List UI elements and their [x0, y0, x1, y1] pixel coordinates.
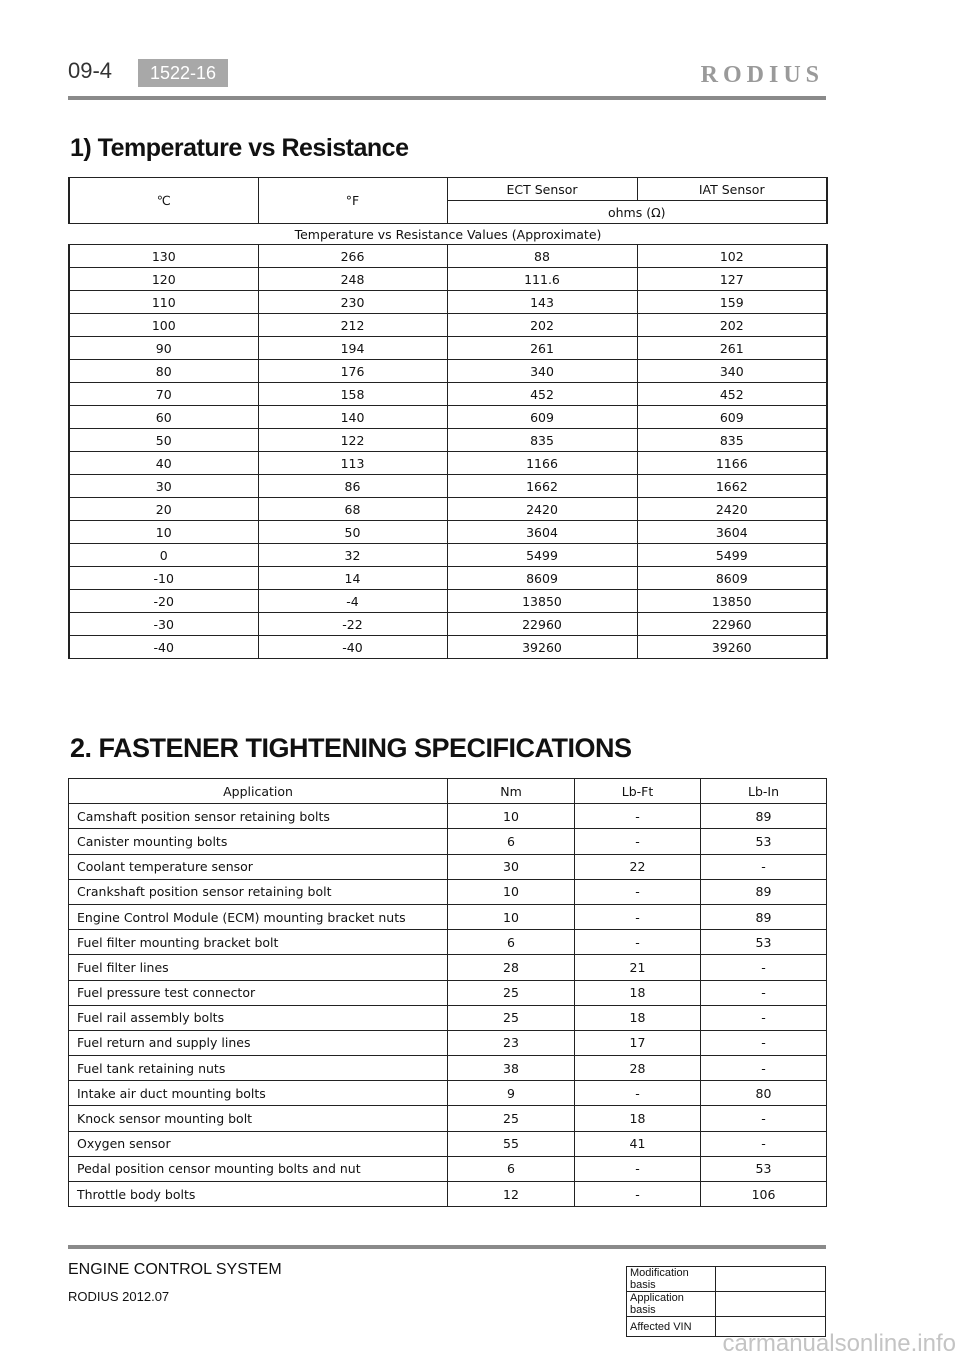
table-cell: -: [575, 930, 701, 955]
table-cell: 130: [69, 245, 258, 268]
table-cell: 176: [258, 360, 447, 383]
table-cell: -40: [69, 636, 258, 659]
table-row: [69, 636, 827, 659]
table-cell: Fuel filter mounting bracket bolt: [69, 930, 448, 955]
table-cell: 88: [447, 245, 637, 268]
table-row: [69, 544, 827, 567]
table-cell: -: [701, 1131, 827, 1156]
header-nm: Nm: [448, 779, 575, 804]
mod-label-application: Application basis: [627, 1292, 716, 1317]
table-row: [69, 567, 827, 590]
table-cell: 40: [69, 452, 258, 475]
table-cell: 5499: [637, 544, 827, 567]
table-cell: Throttle body bolts: [69, 1182, 448, 1207]
table-cell: 100: [69, 314, 258, 337]
table-cell: 3604: [447, 521, 637, 544]
table-cell: 80: [701, 1081, 827, 1106]
table-cell: 90: [69, 337, 258, 360]
table-cell: Fuel rail assembly bolts: [69, 1005, 448, 1030]
table-row: [69, 337, 827, 360]
table-cell: -22: [258, 613, 447, 636]
header-unit: ohms (Ω): [447, 201, 827, 224]
table-cell: -: [701, 1106, 827, 1131]
table-cell: 212: [258, 314, 447, 337]
temperature-resistance-table: [68, 177, 828, 659]
table-cell: 10: [448, 879, 575, 904]
table-row: [69, 498, 827, 521]
table-cell: 6: [448, 930, 575, 955]
table-cell: 9: [448, 1081, 575, 1106]
header-application: Application: [69, 779, 448, 804]
table-cell: -: [575, 879, 701, 904]
table-cell: 89: [701, 879, 827, 904]
table-cell: 80: [69, 360, 258, 383]
table-cell: 2420: [637, 498, 827, 521]
section-title-temperature: 1) Temperature vs Resistance: [70, 134, 409, 162]
header-ect-sensor: ECT Sensor: [447, 178, 637, 201]
table-cell: 28: [575, 1056, 701, 1081]
table-cell: 261: [447, 337, 637, 360]
table-cell: 230: [258, 291, 447, 314]
table-cell: 1662: [447, 475, 637, 498]
table-cell: Fuel tank retaining nuts: [69, 1056, 448, 1081]
table-cell: 68: [258, 498, 447, 521]
table-cell: -: [701, 1056, 827, 1081]
table-cell: 13850: [637, 590, 827, 613]
table-cell: Camshaft position sensor retaining bolts: [69, 804, 448, 829]
header-lb-in: Lb-In: [701, 779, 827, 804]
table-cell: 113: [258, 452, 447, 475]
footer-section-title: ENGINE CONTROL SYSTEM: [68, 1261, 282, 1278]
table-row: [69, 613, 827, 636]
brand-logo: RODIUS: [700, 62, 824, 88]
table-cell: 159: [637, 291, 827, 314]
header-rule: [68, 96, 826, 100]
table-row: [69, 452, 827, 475]
table-row: [69, 804, 827, 829]
table-cell: Knock sensor mounting bolt: [69, 1106, 448, 1131]
header-lb-ft: Lb-Ft: [575, 779, 701, 804]
table-cell: 22960: [637, 613, 827, 636]
table-row: [69, 854, 827, 879]
table-cell: 38: [448, 1056, 575, 1081]
table-cell: -4: [258, 590, 447, 613]
table-row: [69, 314, 827, 337]
table-cell: -: [701, 854, 827, 879]
table-row: [69, 1156, 827, 1181]
table-cell: 340: [447, 360, 637, 383]
table-cell: 194: [258, 337, 447, 360]
table-cell: 10: [448, 804, 575, 829]
table-cell: 22960: [447, 613, 637, 636]
table-cell: Engine Control Module (ECM) mounting bracket nuts: [69, 904, 448, 929]
table-row: [69, 268, 827, 291]
table-cell: 266: [258, 245, 447, 268]
table-cell: 8609: [637, 567, 827, 590]
table-cell: 127: [637, 268, 827, 291]
table-cell: 143: [447, 291, 637, 314]
header-celsius: ℃: [69, 178, 258, 224]
table-cell: 202: [447, 314, 637, 337]
table-cell: 1166: [637, 452, 827, 475]
table-cell: 140: [258, 406, 447, 429]
table-cell: -20: [69, 590, 258, 613]
mod-value-modification: [716, 1267, 826, 1292]
table-cell: 340: [637, 360, 827, 383]
table-row: [69, 1030, 827, 1055]
doc-code-badge: 1522-16: [138, 59, 228, 87]
table-cell: 20: [69, 498, 258, 521]
footer-model-date: RODIUS 2012.07: [68, 1289, 170, 1304]
table-cell: Fuel return and supply lines: [69, 1030, 448, 1055]
table-cell: 6: [448, 1156, 575, 1181]
table-cell: Fuel filter lines: [69, 955, 448, 980]
table-cell: 835: [637, 429, 827, 452]
table-cell: 60: [69, 406, 258, 429]
table-cell: 1662: [637, 475, 827, 498]
table-cell: 22: [575, 854, 701, 879]
table-cell: Canister mounting bolts: [69, 829, 448, 854]
table-cell: 30: [448, 854, 575, 879]
table-cell: 120: [69, 268, 258, 291]
table-cell: 10: [448, 904, 575, 929]
table-cell: 452: [637, 383, 827, 406]
table-cell: 12: [448, 1182, 575, 1207]
table-cell: -40: [258, 636, 447, 659]
mod-value-application: [716, 1292, 826, 1317]
table-row: [69, 590, 827, 613]
table-cell: -: [575, 1081, 701, 1106]
header-iat-sensor: IAT Sensor: [637, 178, 827, 201]
table-row: [69, 360, 827, 383]
table-cell: 39260: [447, 636, 637, 659]
table-cell: 50: [258, 521, 447, 544]
table-row: [69, 904, 827, 929]
table-cell: 18: [575, 1005, 701, 1030]
table-cell: 248: [258, 268, 447, 291]
table-cell: -: [575, 829, 701, 854]
table-cell: 18: [575, 980, 701, 1005]
table-cell: -: [575, 1156, 701, 1181]
table-row: [69, 955, 827, 980]
table-row: [69, 475, 827, 498]
table-cell: Crankshaft position sensor retaining bolt: [69, 879, 448, 904]
section-title-fastener: 2. FASTENER TIGHTENING SPECIFICATIONS: [70, 733, 632, 763]
table-row: [69, 383, 827, 406]
fastener-spec-table: [68, 778, 827, 1207]
table-cell: 17: [575, 1030, 701, 1055]
table-cell: 5499: [447, 544, 637, 567]
table-cell: -10: [69, 567, 258, 590]
table-cell: 70: [69, 383, 258, 406]
modification-box: [626, 1266, 826, 1337]
table-cell: -: [701, 955, 827, 980]
table-cell: 609: [637, 406, 827, 429]
mod-label-vin: Affected VIN: [627, 1317, 716, 1337]
table-cell: 10: [69, 521, 258, 544]
table-cell: Pedal position censor mounting bolts and nut: [69, 1156, 448, 1181]
table-cell: -: [701, 1030, 827, 1055]
table-cell: 89: [701, 904, 827, 929]
table-cell: 8609: [447, 567, 637, 590]
table-row: [69, 1005, 827, 1030]
header-fahrenheit: °F: [258, 178, 447, 224]
table-cell: 13850: [447, 590, 637, 613]
table-row: [69, 1106, 827, 1131]
table-row: [69, 879, 827, 904]
table-cell: 21: [575, 955, 701, 980]
table-cell: 0: [69, 544, 258, 567]
table-cell: Fuel pressure test connector: [69, 980, 448, 1005]
table-row: [69, 1131, 827, 1156]
table-cell: 111.6: [447, 268, 637, 291]
table-cell: 30: [69, 475, 258, 498]
page-number: 09-4: [68, 58, 113, 83]
table-cell: -: [575, 804, 701, 829]
table-cell: 835: [447, 429, 637, 452]
table-cell: 452: [447, 383, 637, 406]
footer-rule: [68, 1245, 826, 1249]
table-cell: 609: [447, 406, 637, 429]
table-cell: Intake air duct mounting bolts: [69, 1081, 448, 1106]
table-row: [69, 930, 827, 955]
table-cell: 6: [448, 829, 575, 854]
mod-label-modification: Modification basis: [627, 1267, 716, 1292]
table-cell: 122: [258, 429, 447, 452]
table-cell: Oxygen sensor: [69, 1131, 448, 1156]
table-cell: 53: [701, 930, 827, 955]
table-cell: 41: [575, 1131, 701, 1156]
table-cell: -: [575, 904, 701, 929]
table-cell: 55: [448, 1131, 575, 1156]
table-cell: 28: [448, 955, 575, 980]
table-row: [69, 980, 827, 1005]
table-cell: 89: [701, 804, 827, 829]
table-cell: 86: [258, 475, 447, 498]
table-cell: 25: [448, 980, 575, 1005]
table-row: [69, 1056, 827, 1081]
table-row: [69, 1081, 827, 1106]
table-cell: 202: [637, 314, 827, 337]
table-cell: 1166: [447, 452, 637, 475]
table-cell: -: [701, 980, 827, 1005]
table-cell: 102: [637, 245, 827, 268]
table-cell: -: [701, 1005, 827, 1030]
table-cell: 106: [701, 1182, 827, 1207]
table-cell: 110: [69, 291, 258, 314]
watermark: carmanualsonline.info: [722, 1330, 956, 1357]
table-cell: 25: [448, 1005, 575, 1030]
table-row: [69, 245, 827, 268]
table-note: Temperature vs Resistance Values (Approximate): [69, 224, 827, 245]
table-cell: 39260: [637, 636, 827, 659]
table-row: [69, 829, 827, 854]
table-cell: 53: [701, 829, 827, 854]
table-cell: 14: [258, 567, 447, 590]
table-cell: 2420: [447, 498, 637, 521]
table-cell: -: [575, 1182, 701, 1207]
table-cell: 3604: [637, 521, 827, 544]
table-cell: 18: [575, 1106, 701, 1131]
table-cell: 32: [258, 544, 447, 567]
table-cell: 53: [701, 1156, 827, 1181]
table-cell: 23: [448, 1030, 575, 1055]
table-cell: -30: [69, 613, 258, 636]
table-row: [69, 521, 827, 544]
table-row: [69, 429, 827, 452]
table-cell: 158: [258, 383, 447, 406]
table-row: [69, 1182, 827, 1207]
table-row: [69, 406, 827, 429]
table-cell: Coolant temperature sensor: [69, 854, 448, 879]
table-cell: 261: [637, 337, 827, 360]
table-cell: 50: [69, 429, 258, 452]
table-cell: 25: [448, 1106, 575, 1131]
table-row: [69, 291, 827, 314]
